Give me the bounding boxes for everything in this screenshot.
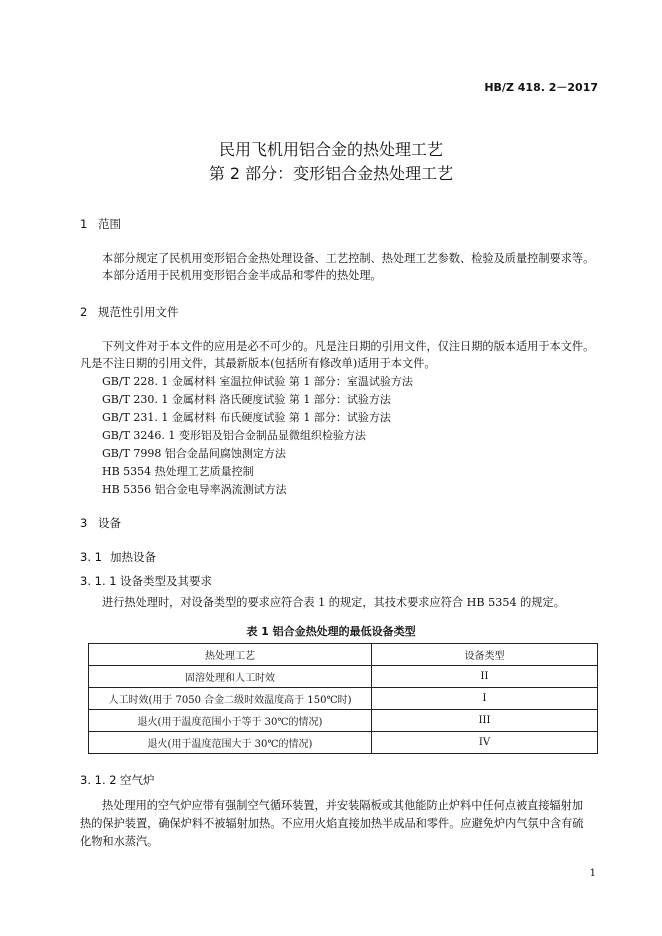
reference-item: GB/T 231. 1 金属材料 布氏硬度试验 第 1 部分：试验方法 <box>102 411 391 424</box>
section-number: 2 <box>80 305 88 319</box>
section-1-paragraph-1: 本部分规定了民机用变形铝合金热处理设备、工艺控制、热处理工艺参数、检验及质量控制要求等。 <box>102 252 595 265</box>
document-title-line1: 民用飞机用铝合金的热处理工艺 <box>218 140 443 159</box>
reference-item: GB/T 230. 1 金属材料 洛氏硬度试验 第 1 部分：试验方法 <box>102 393 391 406</box>
section-3-1-2-paragraph-line3: 化物和水蒸汽。 <box>80 835 159 848</box>
table-cell: 退火(用于温度范围大于 30℃的情况) <box>89 732 372 754</box>
section-3-1-heading <box>80 549 156 565</box>
reference-item: GB/T 7998 铝合金晶间腐蚀测定方法 <box>102 447 286 460</box>
section-title: 加热设备 <box>110 550 156 564</box>
section-number: 3 <box>80 516 88 530</box>
section-3-heading <box>80 515 121 531</box>
section-3-1-2-paragraph-line1: 热处理用的空气炉应带有强制空气循环装置，并安装隔板或其他能防止炉料中任何点被直接辐射加 <box>102 799 584 812</box>
reference-item: GB/T 228. 1 金属材料 室温拉伸试验 第 1 部分：室温试验方法 <box>102 375 413 388</box>
section-number: 3. 1. 1 <box>80 574 117 588</box>
section-2-paragraph-line1: 下列文件对于本文件的应用是必不可少的。凡是注日期的引用文件，仅注日期的版本适用于本文件。 <box>102 340 595 353</box>
page-number: 1 <box>589 868 596 879</box>
section-number: 3. 1. 2 <box>80 773 117 787</box>
section-3-1-2-heading <box>80 772 155 788</box>
reference-item: GB/T 3246. 1 变形铝及铝合金制品显微组织检验方法 <box>102 429 366 442</box>
section-1-heading <box>80 216 121 232</box>
section-title: 设备 <box>98 516 121 530</box>
table-cell: 人工时效(用于 7050 合金二级时效温度高于 150℃时) <box>89 688 372 710</box>
section-number: 1 <box>80 217 88 231</box>
table-row <box>89 688 598 710</box>
section-1-paragraph-2: 本部分适用于民机用变形铝合金半成品和零件的热处理。 <box>102 269 382 282</box>
section-title: 空气炉 <box>120 773 155 787</box>
table-cell: III <box>372 710 598 732</box>
reference-item: HB 5354 热处理工艺质量控制 <box>102 465 254 478</box>
equipment-type-table <box>88 643 598 754</box>
table-cell: 退火(用于温度范围小于等于 30℃的情况) <box>89 710 372 732</box>
table-header-cell: 热处理工艺 <box>89 644 372 666</box>
standard-number: HB/Z 418. 2－2017 <box>484 81 598 94</box>
section-3-1-2-paragraph-line2: 热的保护装置，确保炉料不被辐射加热。不应用火焰直接加热半成品和零件。应避免炉内气氛中含有硫 <box>80 817 584 830</box>
section-3-1-1-paragraph: 进行热处理时，对设备类型的要求应符合表 1 的规定，其技术要求应符合 HB 5354 的规定。 <box>102 596 565 609</box>
table-cell: 固溶处理和人工时效 <box>89 666 372 688</box>
section-title: 设备类型及其要求 <box>120 574 212 588</box>
table-row <box>89 732 598 754</box>
reference-item: HB 5356 铝合金电导率涡流测试方法 <box>102 483 287 496</box>
table-row <box>89 710 598 732</box>
document-title-line2: 第 2 部分：变形铝合金热处理工艺 <box>208 164 454 183</box>
section-title: 范围 <box>98 217 121 231</box>
table-cell: IV <box>372 732 598 754</box>
section-2-heading <box>80 304 179 320</box>
table-header-row <box>89 644 598 666</box>
table-header-cell: 设备类型 <box>372 644 598 666</box>
table-caption: 表 1 铝合金热处理的最低设备类型 <box>246 625 416 638</box>
table-cell: I <box>372 688 598 710</box>
section-3-1-1-heading <box>80 573 212 589</box>
section-number: 3. 1 <box>80 550 102 564</box>
section-2-paragraph-line2: 凡是不注日期的引用文件，其最新版本(包括所有修改单)适用于本文件。 <box>80 357 436 370</box>
table-row <box>89 666 598 688</box>
table-cell: II <box>372 666 598 688</box>
section-title: 规范性引用文件 <box>98 305 179 319</box>
